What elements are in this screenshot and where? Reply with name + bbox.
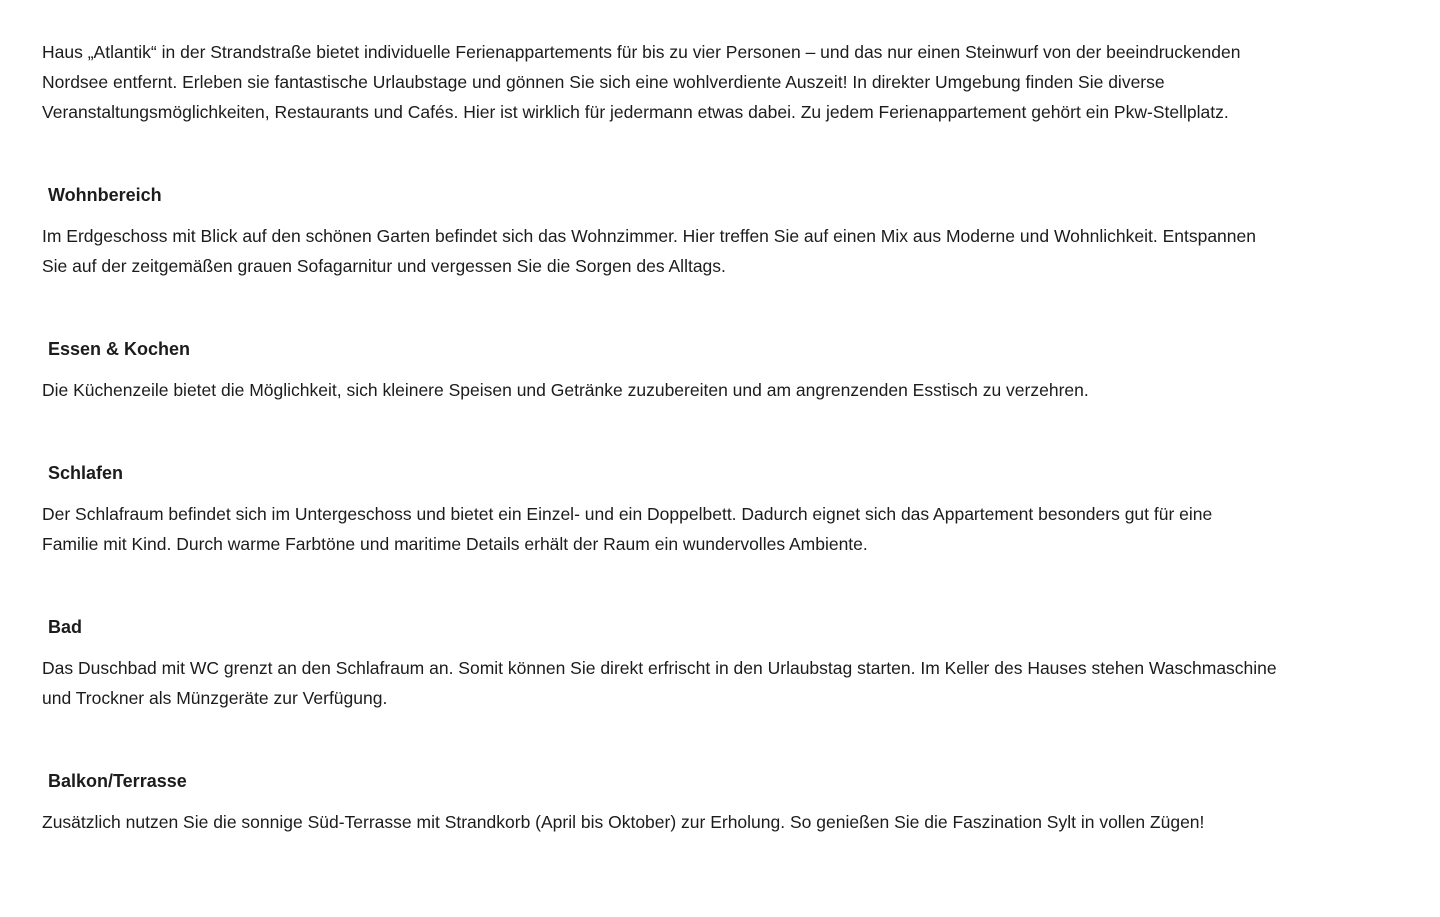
- section-heading-essen-kochen: Essen & Kochen: [48, 339, 191, 359]
- section-paragraph-balkon-terrasse: [42, 807, 1410, 837]
- section-paragraph-bad: [42, 653, 1410, 713]
- text-line: Zusätzlich nutzen Sie die sonnige Süd-Terrasse mit Strandkorb (April bis Oktober) zur Erholung. So genießen Sie die Faszination Sylt in vollen Zügen!: [42, 812, 1205, 832]
- section-heading-wohnbereich: Wohnbereich: [48, 185, 162, 205]
- section-heading-balkon-terrasse: Balkon/Terrasse: [48, 771, 187, 791]
- text-line: Familie mit Kind. Durch warme Farbtöne und maritime Details erhält der Raum ein wundervolles Ambiente.: [42, 534, 868, 554]
- section-paragraph-essen-kochen: [42, 375, 1410, 405]
- text-line: Nordsee entfernt. Erleben sie fantastische Urlaubstage und gönnen Sie sich eine wohlverdiente Auszeit! In direkter Umgebung finden Sie diverse: [42, 72, 1165, 92]
- text-line: Das Duschbad mit WC grenzt an den Schlafraum an. Somit können Sie direkt erfrischt in den Urlaubstag starten. Im Keller des Hauses stehen Waschmaschine: [42, 658, 1277, 678]
- section-paragraph-wohnbereich: [42, 221, 1410, 281]
- intro-paragraph: [42, 37, 1410, 127]
- section-heading-schlafen: Schlafen: [48, 463, 124, 483]
- text-line: Haus „Atlantik“ in der Strandstraße bietet individuelle Ferienappartements für bis zu vier Personen – und das nur einen Steinwurf von der beeindruckenden: [42, 42, 1241, 62]
- text-line: Der Schlafraum befindet sich im Untergeschoss und bietet ein Einzel- und ein Doppelbett. Dadurch eignet sich das Appartement besonders gut für eine: [42, 504, 1213, 524]
- section-heading-bad: Bad: [48, 617, 83, 637]
- text-line: Sie auf der zeitgemäßen grauen Sofagarnitur und vergessen Sie die Sorgen des Alltags.: [42, 256, 726, 276]
- section-paragraph-schlafen: [42, 499, 1410, 559]
- text-line: und Trockner als Münzgeräte zur Verfügung.: [42, 688, 388, 708]
- text-line: Die Küchenzeile bietet die Möglichkeit, sich kleinere Speisen und Getränke zuzubereiten und am angrenzenden Esstisch zu verzehren.: [42, 380, 1089, 400]
- text-line: Im Erdgeschoss mit Blick auf den schönen Garten befindet sich das Wohnzimmer. Hier treffen Sie auf einen Mix aus Moderne und Wohnlichkeit. Entspannen: [42, 226, 1256, 246]
- text-line: Veranstaltungsmöglichkeiten, Restaurants und Cafés. Hier ist wirklich für jedermann etwas dabei. Zu jedem Ferienappartement gehört ein Pkw-Stellplatz.: [42, 102, 1229, 122]
